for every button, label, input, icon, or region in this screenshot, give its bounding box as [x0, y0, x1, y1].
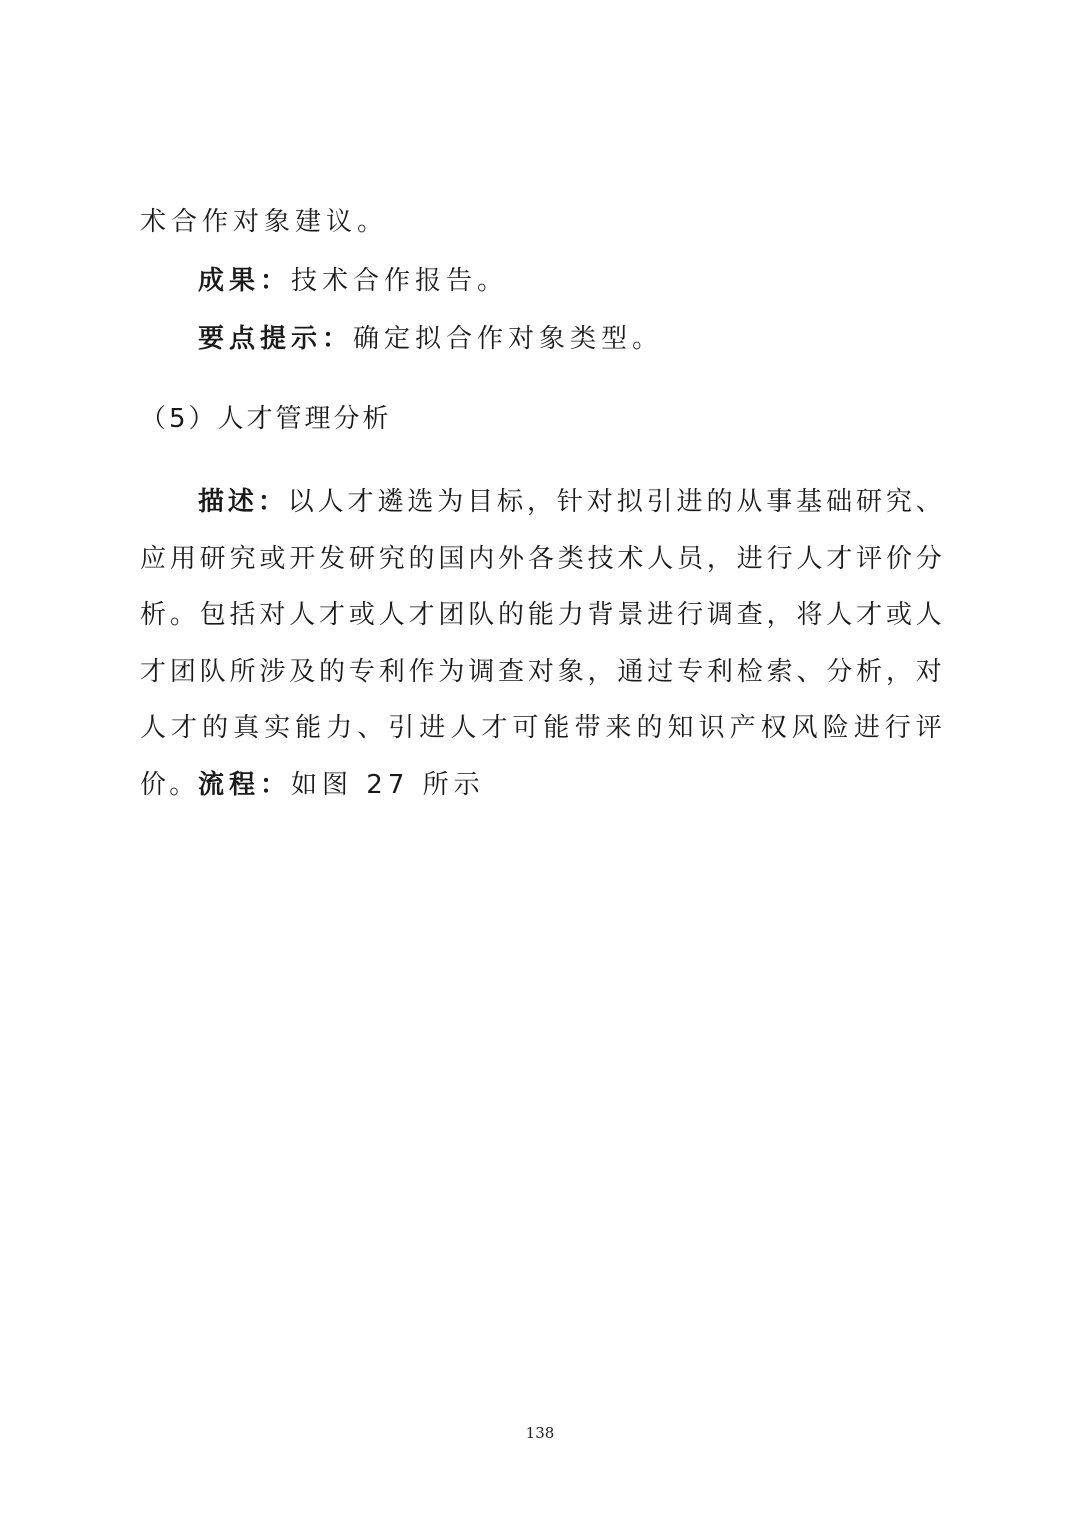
process-label: 流程：: [198, 770, 292, 800]
description-text: 以人才遴选为目标，针对拟引进的从事基础研究、应用研究或开发研究的国内外各类技术人员，进行人才评价分析。包括对人才或人才团队的能力背景进行调查，将人才或人才团队所涉及的专利作为调查对象，通过专利检索、分析，对人才的真实能力、引进人才可能带来的知识产权风险进行评价。: [140, 487, 945, 800]
section-heading: （5）人才管理分析: [140, 404, 392, 434]
tips-text: 确定拟合作对象类型。: [353, 324, 664, 354]
continuation-line: [140, 205, 388, 239]
process-text: 如图 27 所示: [291, 770, 485, 800]
tips-line: [198, 322, 663, 356]
result-label: 成果：: [198, 266, 292, 296]
page-number: 138: [525, 1424, 555, 1442]
result-line: [198, 264, 508, 298]
description-label: 描述：: [198, 487, 288, 517]
tips-label: 要点提示：: [198, 324, 354, 354]
result-text: 技术合作报告。: [291, 266, 509, 296]
description-paragraph: [140, 474, 945, 813]
process-line: [198, 768, 485, 802]
continuation-text: 术合作对象建议。: [140, 207, 389, 237]
